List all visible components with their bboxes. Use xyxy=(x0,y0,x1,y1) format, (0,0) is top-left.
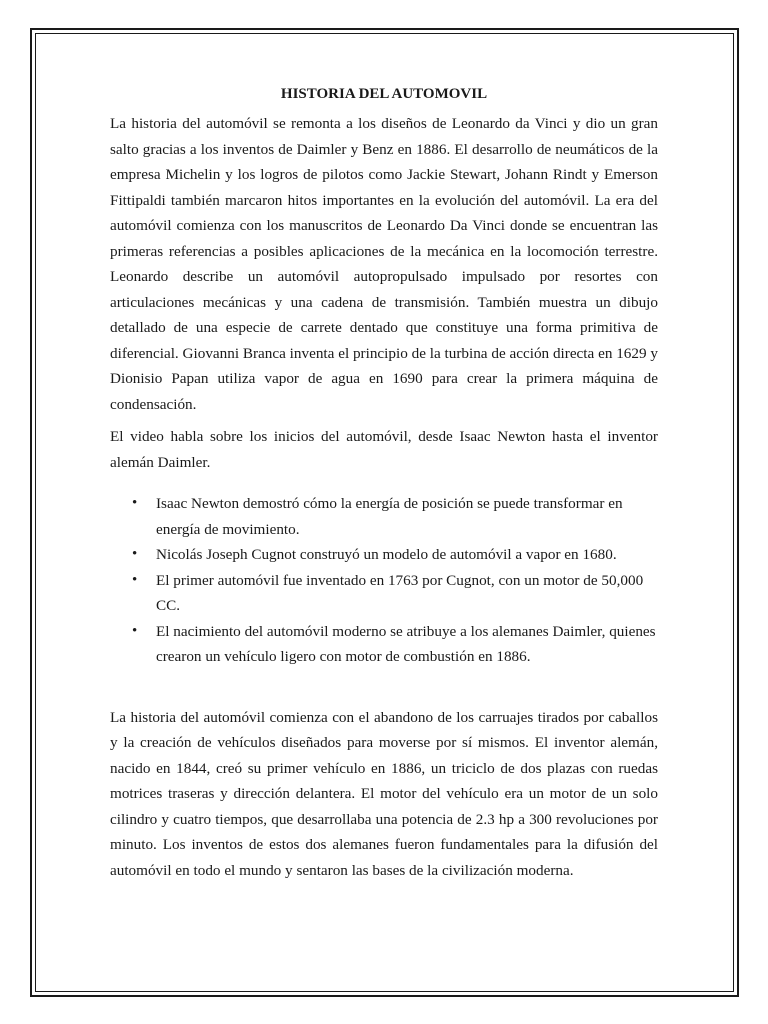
list-item-text: Isaac Newton demostró cómo la energía de posición se puede transformar en energía de movimiento. xyxy=(156,495,623,538)
list-item-text: Nicolás Joseph Cugnot construyó un modelo de automóvil a vapor en 1680. xyxy=(156,546,617,563)
list-item-text: El nacimiento del automóvil moderno se atribuye a los alemanes Daimler, quienes crearon un vehículo ligero con motor de combustión en 1886. xyxy=(156,622,656,665)
document-body xyxy=(110,84,658,883)
paragraph-video-summary: El video habla sobre los inicios del automóvil, desde Isaac Newton hasta el inventor alemán Daimler. xyxy=(110,428,658,471)
bullet-icon: • xyxy=(132,622,138,639)
paragraph-history-intro: La historia del automóvil se remonta a los diseños de Leonardo da Vinci y dio un gran salto gracias a los inventos de Daimler y Benz en 1886. El desarrollo de neumáticos de la empresa Michelin y los logros de pilotos como Jackie Stewart, Johann Rindt y Emerson Fittipaldi también marcaron hitos importantes en la evolución del automóvil. La era del automóvil comienza con los manuscritos de Leonardo Da Vinci donde se encuentran las primeras referencias a posibles aplicaciones de la mecánica en la locomoción terrestre. Leonardo describe un automóvil autopropulsado impulsado por resortes con articulaciones mecánicas y una cadena de transmisión. También muestra un dibujo detallado de una especie de carrete dentado que constituye una forma primitiva de diferencial. Giovanni Branca inventa el principio de la turbina de acción directa en 1629 y Dionisio Papan utiliza vapor de agua en 1690 para crear la primera máquina de condensación. xyxy=(110,115,658,413)
document-title: HISTORIA DEL AUTOMOVIL xyxy=(280,86,488,102)
list-item xyxy=(110,542,658,568)
list-item xyxy=(110,568,658,619)
bullet-icon: • xyxy=(132,546,138,562)
bullet-icon: • xyxy=(132,571,138,588)
list-item-text: El primer automóvil fue inventado en 1763 por Cugnot, con un motor de 50,000 CC. xyxy=(156,571,644,614)
bullet-list xyxy=(110,491,658,670)
list-item xyxy=(110,491,658,542)
bullet-icon: • xyxy=(132,495,138,511)
list-item xyxy=(110,619,658,670)
paragraph-daimler-history: La historia del automóvil comienza con el abandono de los carruajes tirados por caballos y la creación de vehículos diseñados para moverse por sí mismos. El inventor alemán, nacido en 1844, creó su primer vehículo en 1886, un triciclo de dos plazas con ruedas motrices traseras y dirección delantera. El motor del vehículo era un motor de un solo cilindro y cuatro tiempos, que desarrollaba una potencia de 2.3 hp a 300 revoluciones por minuto. Los inventos de estos dos alemanes fueron fundamentales para la difusión del automóvil en todo el mundo y sentaron las bases de la civilización moderna. xyxy=(110,708,658,879)
